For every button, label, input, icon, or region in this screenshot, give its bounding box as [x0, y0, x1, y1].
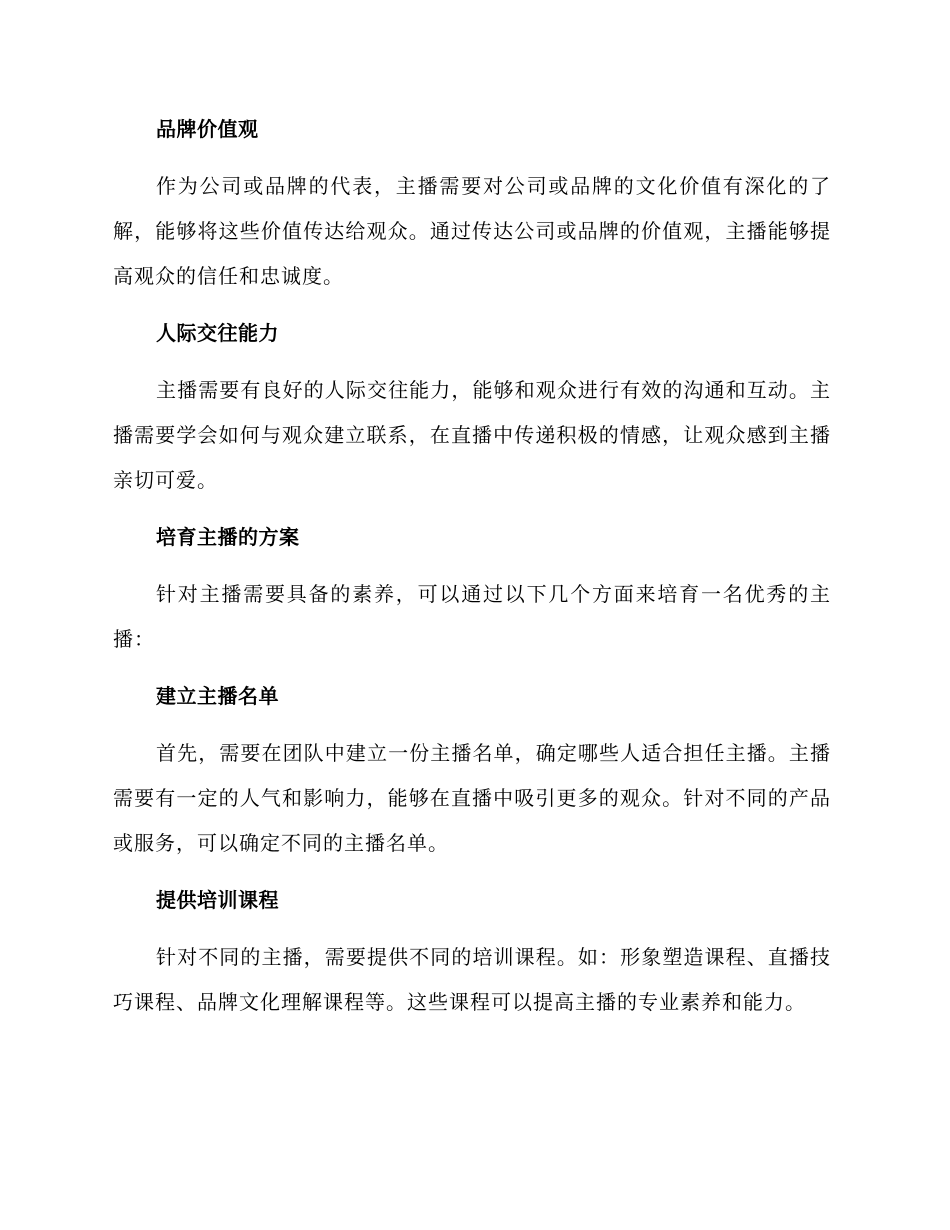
section-heading-brand-values: 品牌价值观 [156, 117, 259, 141]
section-heading-training-plan: 培育主播的方案 [156, 525, 300, 549]
document-page [113, 107, 831, 1037]
section-heading-training-courses: 提供培训课程 [156, 888, 279, 912]
section-paragraph-interpersonal-skills: 主播需要有良好的人际交往能力，能够和观众进行有效的沟通和互动。主播需要学会如何与观众建立联系，在直播中传递积极的情感，让观众感到主播亲切可爱。 [113, 378, 831, 492]
section-paragraph-brand-values: 作为公司或品牌的代表，主播需要对公司或品牌的文化价值有深化的了解，能够将这些价值传达给观众。通过传达公司或品牌的价值观，主播能够提高观众的信任和忠诚度。 [113, 174, 831, 288]
section-paragraph-host-list: 首先，需要在团队中建立一份主播名单，确定哪些人适合担任主播。主播需要有一定的人气和影响力，能够在直播中吸引更多的观众。针对不同的产品或服务，可以确定不同的主播名单。 [113, 741, 831, 855]
section-paragraph-training-plan: 针对主播需要具备的素养，可以通过以下几个方面来培育一名优秀的主播： [113, 582, 831, 651]
section-heading-host-list: 建立主播名单 [156, 684, 279, 708]
section-heading-interpersonal-skills: 人际交往能力 [156, 321, 279, 345]
section-paragraph-training-courses: 针对不同的主播，需要提供不同的培训课程。如：形象塑造课程、直播技巧课程、品牌文化理解课程等。这些课程可以提高主播的专业素养和能力。 [113, 945, 831, 1014]
